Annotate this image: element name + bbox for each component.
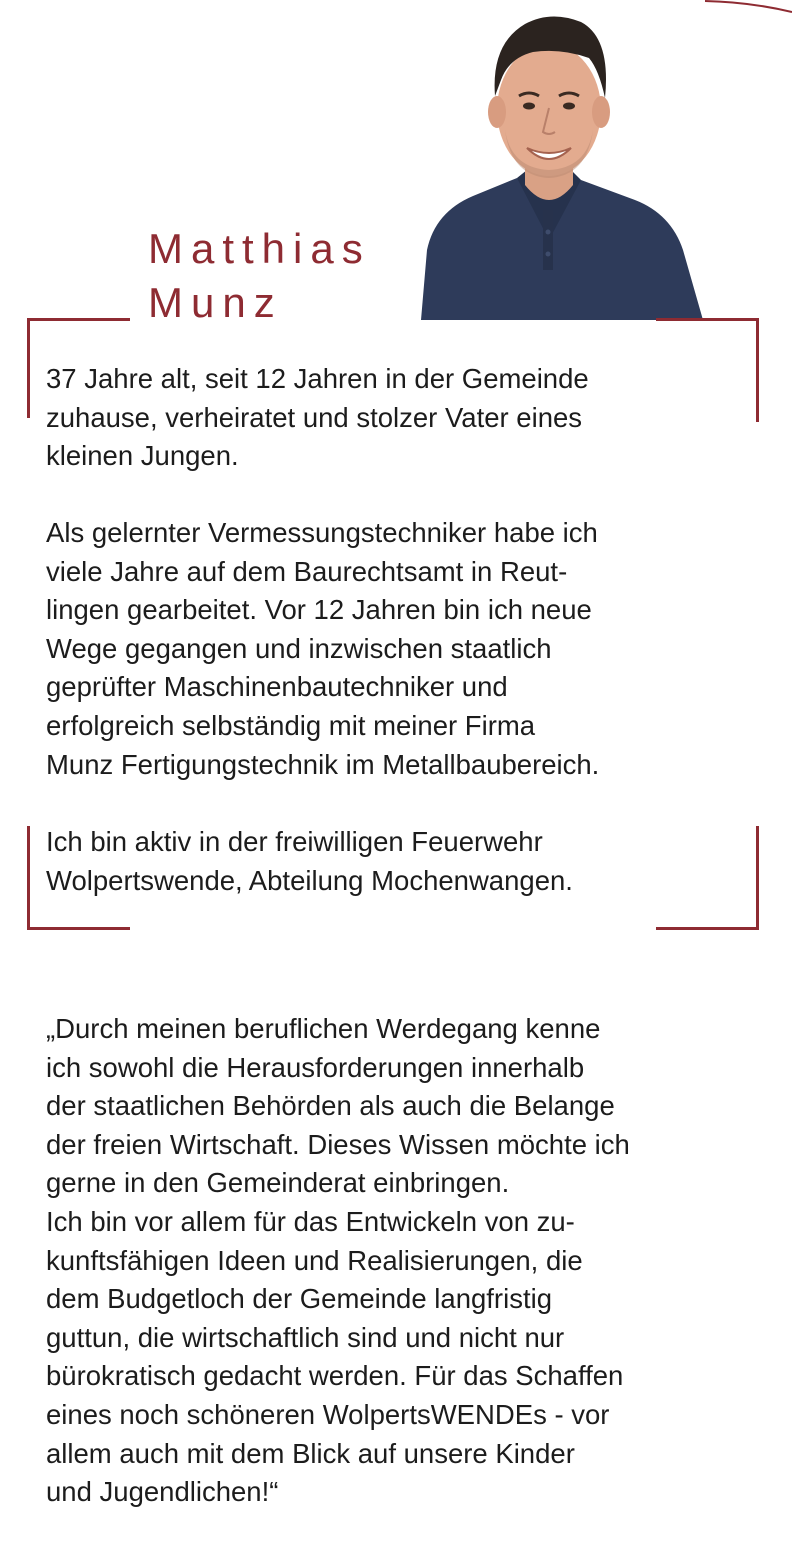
- bracket-top-right-horizontal: [656, 318, 759, 321]
- bracket-bottom-left-horizontal: [27, 927, 130, 930]
- corner-accent-decoration: [705, 0, 792, 14]
- bio-section-fire-brigade: [46, 823, 766, 900]
- first-name: Matthias: [148, 225, 371, 272]
- quote-text: „Durch meinen beruflichen Werdegang kenne ich sowohl die Herausforderungen innerhalb der staatlichen Behörden als auch die Belange der freien Wirtschaft. Dieses Wissen möchte ich gerne in den Gemeinderat einbringen. Ich bin vor allem für das Entwickeln von zu- kunftsfähigen Ideen und Realisierungen, die dem Budgetloch der Gemeinde langfristig guttun, die wirtschaftlich sind und nicht nur bürokratisch gedacht werden. Für das Schaffen eines noch schöneren WolpertsWENDEs - vor allem auch mit dem Blick auf unsere Kinder und Jugendlichen!“: [46, 1013, 630, 1508]
- bracket-top-left-vertical: [27, 318, 30, 418]
- bio-paragraph-age: 37 Jahre alt, seit 12 Jahren in der Gemeinde zuhause, verheiratet und stolzer Vater eines kleinen Jungen.: [46, 363, 589, 472]
- bio-paragraph-fire-brigade: Ich bin aktiv in der freiwilligen Feuerwehr Wolpertswende, Abteilung Mochenwangen.: [46, 826, 573, 896]
- quote-section: [46, 1010, 766, 1512]
- bracket-bottom-left-vertical: [27, 826, 30, 930]
- candidate-name: [148, 222, 371, 330]
- portrait-photo: [421, 0, 703, 320]
- bio-paragraph-career: Als gelernter Vermessungstechniker habe ich viele Jahre auf dem Baurechtsamt in Reut- lingen gearbeitet. Vor 12 Jahren bin ich neue Wege gegangen und inzwischen staatlich geprüfter Maschinenbautechniker und erfolgreich selbständig mit meiner Firma Munz Fertigungstechnik im Metallbaubereich.: [46, 517, 600, 780]
- bio-section-career: [46, 514, 766, 784]
- last-name: Munz: [148, 279, 283, 326]
- bracket-bottom-right-horizontal: [656, 927, 759, 930]
- bracket-top-left-horizontal: [27, 318, 130, 321]
- bio-section: [46, 360, 766, 476]
